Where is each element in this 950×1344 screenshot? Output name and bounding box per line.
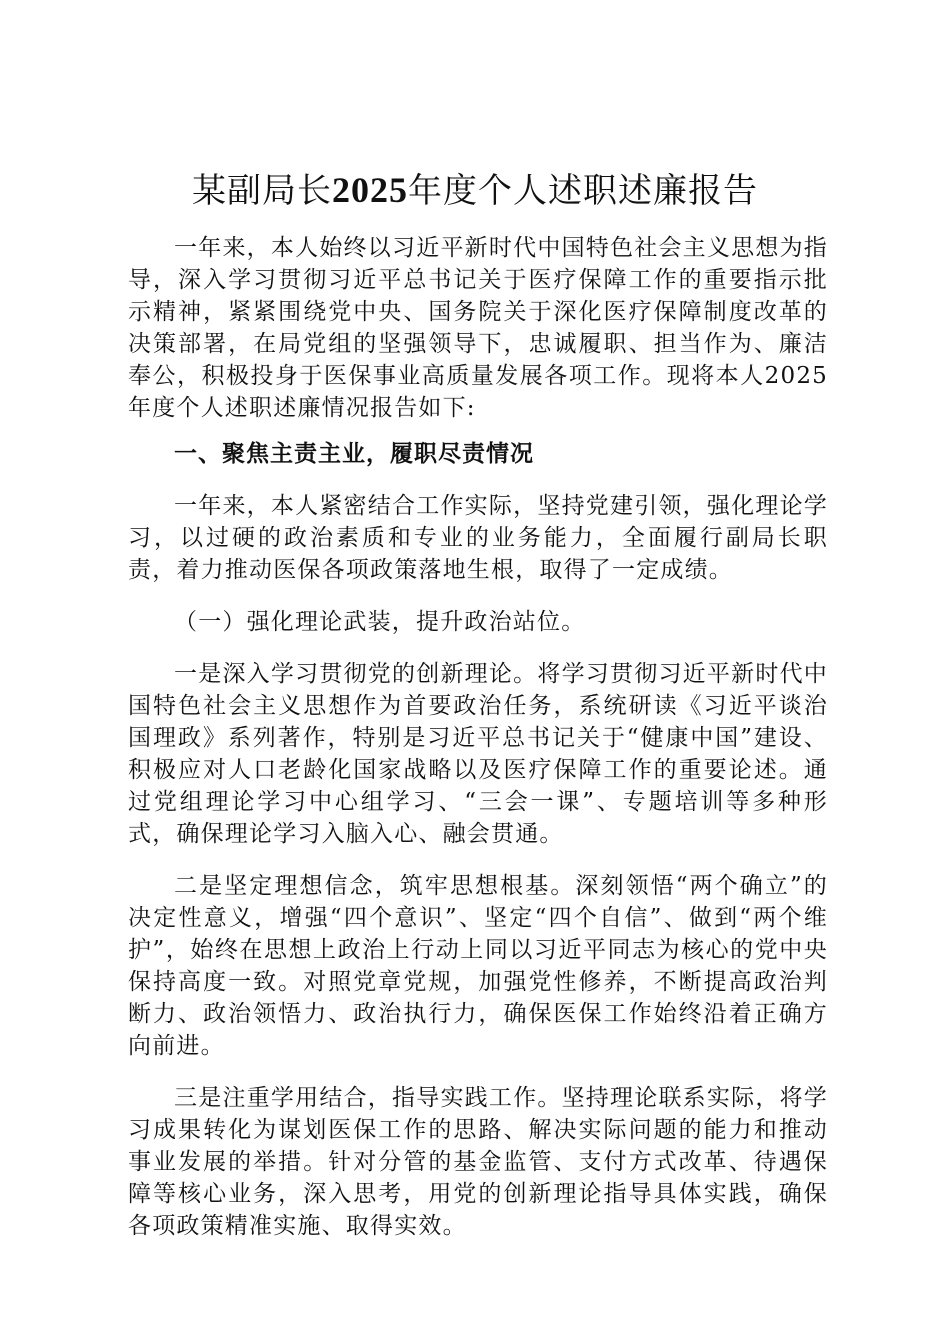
document-title xyxy=(0,168,950,213)
point-one-paragraph: 一是深入学习贯彻党的创新理论。将学习贯彻习近平新时代中国特色社会主义思想作为首要政治任务，系统研读《习近平谈治国理政》系列著作，特别是习近平总书记关于“健康中国”建设、积极应对人口老龄化国家战略以及医疗保障工作的重要论述。通过党组理论学习中心组学习、“三会一课”、专题培训等多种形式，确保理论学习入脑入心、融会贯通。 xyxy=(128,661,828,847)
intro-paragraph: 一年来，本人始终以习近平新时代中国特色社会主义思想为指导，深入学习贯彻习近平总书记关于医疗保障工作的重要指示批示精神，紧紧围绕党中央、国务院关于深化医疗保障制度改革的决策部署，在局党组的坚强领导下，忠诚履职、担当作为、廉洁奉公，积极投身于医保事业高质量发展各项工作。现将本人2025年度个人述职述廉情况报告如下: xyxy=(128,235,828,421)
title-suffix: 年度个人述职述廉报告 xyxy=(408,171,758,211)
subsection-heading: （一）强化理论武装，提升政治站位。 xyxy=(174,609,586,635)
document-body xyxy=(128,232,828,1242)
point-three-paragraph: 三是注重学用结合，指导实践工作。坚持理论联系实际，将学习成果转化为谋划医保工作的思路、解决实际问题的能力和推动事业发展的举措。针对分管的基金监管、支付方式改革、待遇保障等核心业务，深入思考，用党的创新理论指导具体实践，确保各项政策精准实施、取得实效。 xyxy=(128,1085,828,1239)
section-heading: 一、聚焦主责主业，履职尽责情况 xyxy=(174,441,534,467)
title-prefix: 某副局长 xyxy=(192,171,332,211)
point-two-paragraph: 二是坚定理想信念，筑牢思想根基。深刻领悟“两个确立”的决定性意义，增强“四个意识”、坚定“四个自信”、做到“两个维护”，始终在思想上政治上行动上同以习近平同志为核心的党中央保持高度一致。对照党章党规，加强党性修养，不断提高政治判断力、政治领悟力、政治执行力，确保医保工作始终沿着正确方向前进。 xyxy=(128,873,828,1059)
title-year: 2025 xyxy=(332,170,408,210)
section-intro-paragraph: 一年来，本人紧密结合工作实际，坚持党建引领，强化理论学习，以过硬的政治素质和专业的业务能力，全面履行副局长职责，着力推动医保各项政策落地生根，取得了一定成绩。 xyxy=(128,493,828,583)
